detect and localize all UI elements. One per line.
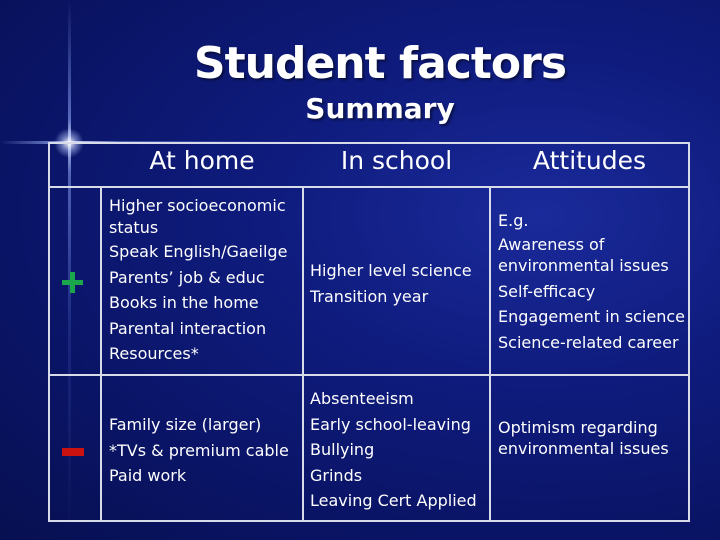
- list-item: Absenteeism: [310, 389, 414, 408]
- plus-sign-icon: [58, 268, 90, 300]
- cell-minus-in-school: [310, 386, 477, 514]
- list-item: E.g.: [498, 211, 529, 230]
- list-item: Awareness of: [498, 234, 605, 254]
- list-item: Optimism regarding: [498, 418, 658, 437]
- list-item: Higher socioeconomic: [109, 196, 286, 215]
- minus-sign-icon: [62, 448, 84, 456]
- table-col-divider-1: [100, 186, 102, 522]
- cell-minus-attitudes: [498, 417, 669, 459]
- list-item: Resources*: [109, 344, 199, 363]
- list-item: Books in the home: [109, 293, 259, 312]
- list-item: environmental issues: [498, 439, 669, 458]
- column-header-in-school: In school: [340, 146, 453, 175]
- table-border-top: [48, 142, 690, 144]
- column-header-at-home: At home: [149, 146, 255, 175]
- cell-minus-at-home: [109, 412, 289, 489]
- list-item: Engagement in science: [498, 307, 686, 326]
- list-item: status: [109, 218, 159, 237]
- column-header-attitudes: Attitudes: [532, 146, 647, 175]
- list-item: Transition year: [310, 286, 429, 306]
- table-col-divider-2: [302, 186, 304, 522]
- cell-plus-attitudes: [498, 208, 685, 355]
- list-item: environmental issues: [498, 255, 669, 275]
- list-item: Grinds: [310, 465, 363, 485]
- table-row-divider: [48, 374, 690, 376]
- list-item: Early school-leaving: [310, 414, 471, 434]
- list-item: Speak English/Gaeilge: [109, 242, 288, 261]
- cell-plus-in-school: [310, 258, 472, 309]
- list-item: Science-related career: [498, 332, 679, 352]
- table-border-left: [48, 142, 50, 522]
- slide-title: Student factors: [193, 38, 567, 89]
- list-item: Leaving Cert Applied: [310, 491, 477, 510]
- list-item: Paid work: [109, 466, 187, 485]
- list-item: Bullying: [310, 440, 375, 459]
- table-border-bottom: [48, 520, 690, 522]
- list-item: Self-efficacy: [498, 281, 596, 301]
- list-item: Parents’ job & educ: [109, 267, 265, 287]
- list-item: Parental interaction: [109, 318, 267, 338]
- list-item: *TVs & premium cable: [109, 440, 289, 460]
- table-border-right: [688, 142, 690, 522]
- list-item: Family size (larger): [109, 415, 262, 434]
- slide-subtitle: Summary: [305, 92, 455, 125]
- list-item: Higher level science: [310, 261, 472, 280]
- cell-plus-at-home: [109, 195, 287, 367]
- table-col-divider-3: [489, 186, 491, 522]
- table-header-divider: [48, 186, 690, 188]
